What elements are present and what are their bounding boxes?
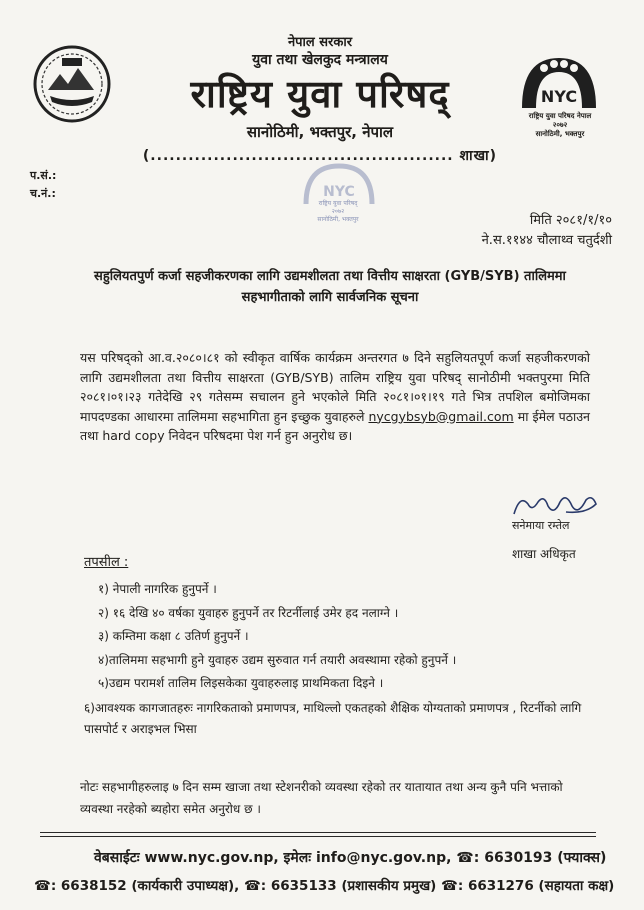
body-text-start: यस परिषद्को आ.व.२०८०।८१ को स्वीकृत वार्षिक कार्यक्रम अन्तरगत ७ दिने सहुलियतपूर्ण कर्जा सहजीकरणको लागि उद्यमशीलता तथा वित्तीय साक्षरता (GYB/SYB) तालिम राष्ट्रिय युवा परिषद् सानोठीमी भक्तपुरमा मिति २०८१।०१।२३ गतेदेखि २९ गतेसम्म सचालन हुने भएकोले मिति २०८१।०१।१९ गते भित्र तपशिल बमोजिमका मापदण्डका आधारमा तालिममा सहभागिता हुन इच्छुक युवाहरुले: [80, 350, 590, 424]
stamp-caption: [288, 200, 388, 224]
nyc-caption-3: सानोठिमी, भक्तपुर: [535, 130, 585, 138]
criteria-item: ४)तालिममा सहभागी हुने युवाहरु उद्यम सुरुवात गर्न तयारी अवस्थामा रहेको हुनुपर्ने ।: [98, 652, 457, 667]
criteria-list: [84, 578, 584, 740]
signatory-name: सनेमाया रम्तेल: [512, 519, 570, 532]
council-address: सानोठिमी, भक्तपुर, नेपाल: [246, 123, 394, 141]
stamp-caption-2: २०७२: [331, 208, 345, 215]
council-name: राष्ट्रिय युवा परिषद्: [190, 72, 450, 116]
nyc-caption-2: २०७२: [552, 121, 568, 129]
nyc-logo-caption: [515, 112, 605, 139]
signatory-role: शाखा अधिकृत: [512, 547, 576, 561]
contact-email-link[interactable]: nycgybsyb@gmail.com: [368, 408, 514, 424]
criteria-item: १) नेपाली नागरिक हुनुपर्ने ।: [98, 582, 217, 596]
notice-subject: [80, 266, 580, 308]
subject-line-1: सहुलियतपुर्ण कर्जा सहजीकरणका लागि उद्यमशीलता तथा वित्तीय साक्षरता (GYB/SYB) तालिममा: [94, 269, 566, 284]
stamp-text: NYC: [323, 184, 355, 200]
footer-contact-line-2: ☎: 6638152 (कार्यकारी उपाध्यक्ष), ☎: 6635133 (प्रशासकीय प्रमुख) ☎: 6631276 (सहायता कक्ष): [34, 878, 615, 894]
criteria-item: ६)आवश्यक कागजातहरुः नागरिकताको प्रमाणपत्र, माथिल्लो एकतहको शैक्षिक योग्यताको प्रमाणपत्र , रिटर्नीको लागि पासपोर्ट र अराइभल भिसा: [84, 700, 582, 736]
stamp-caption-1: राष्ट्रिय युवा परिषद्: [318, 200, 358, 207]
subject-line-2: सहभागीताको लागि सार्वजनिक सूचना: [241, 290, 419, 305]
footer-contact-line-1: वेबसाईटः www.nyc.gov.np, इमेलः info@nyc.gov.np, ☎: 6630193 (फ्याक्स): [94, 850, 607, 866]
criteria-item: २) १६ देखि ४० वर्षका युवाहरु हुनुपर्ने तर रिटर्नीलाई उमेर हद नलाग्ने ।: [98, 605, 399, 620]
nyc-logo-text: NYC: [540, 87, 578, 106]
letter-number: प.सं.:: [30, 169, 57, 182]
notice-body: [80, 348, 590, 446]
body-text-end: मा ईमेल पठाउन तथा hard copy निवेदन परिषदमा पेश गर्न हुन अनुरोध छ।: [80, 408, 590, 443]
ministry-name: युवा तथा खेलकुद मन्त्रालय: [252, 52, 388, 68]
stamp-caption-3: सानोठिमी, भक्तपुर: [317, 216, 359, 223]
footer-divider: [40, 836, 596, 837]
government-name: नेपाल सरकार: [287, 35, 353, 50]
dispatch-number: च.नं.:: [30, 187, 56, 200]
criteria-item: ५)उद्यम परामर्श तालिम लिइसकेका युवाहरुलाइ प्राथमिकता दिइने ।: [98, 676, 384, 690]
criteria-item: ३) कम्तिमा कक्षा ८ उतिर्ण हुनुपर्ने ।: [98, 629, 249, 643]
details-heading: तपसील :: [84, 555, 129, 570]
date-line: मिति २०८१/१/१०: [529, 213, 612, 228]
nepal-sambat-date: ने.स.११४४ चौलाथ्व चतुर्दशी: [481, 233, 612, 248]
notice-note: नोटः सहभागीहरुलाइ ७ दिन सम्म खाजा तथा स्टेशनरीको व्यवस्था रहेको तर यातायात तथा अन्य कुनै पनि भत्ताको व्यवस्था नरहेको ब्यहोरा समेत अनुरोध छ ।: [80, 780, 563, 816]
nyc-logo-icon: [518, 52, 600, 112]
footer-divider: [40, 832, 596, 833]
nepal-emblem-icon: [32, 44, 112, 124]
nyc-caption-1: राष्ट्रिय युवा परिषद नेपाल: [528, 112, 592, 120]
branch-line: (................................................ शाखा): [142, 148, 498, 164]
